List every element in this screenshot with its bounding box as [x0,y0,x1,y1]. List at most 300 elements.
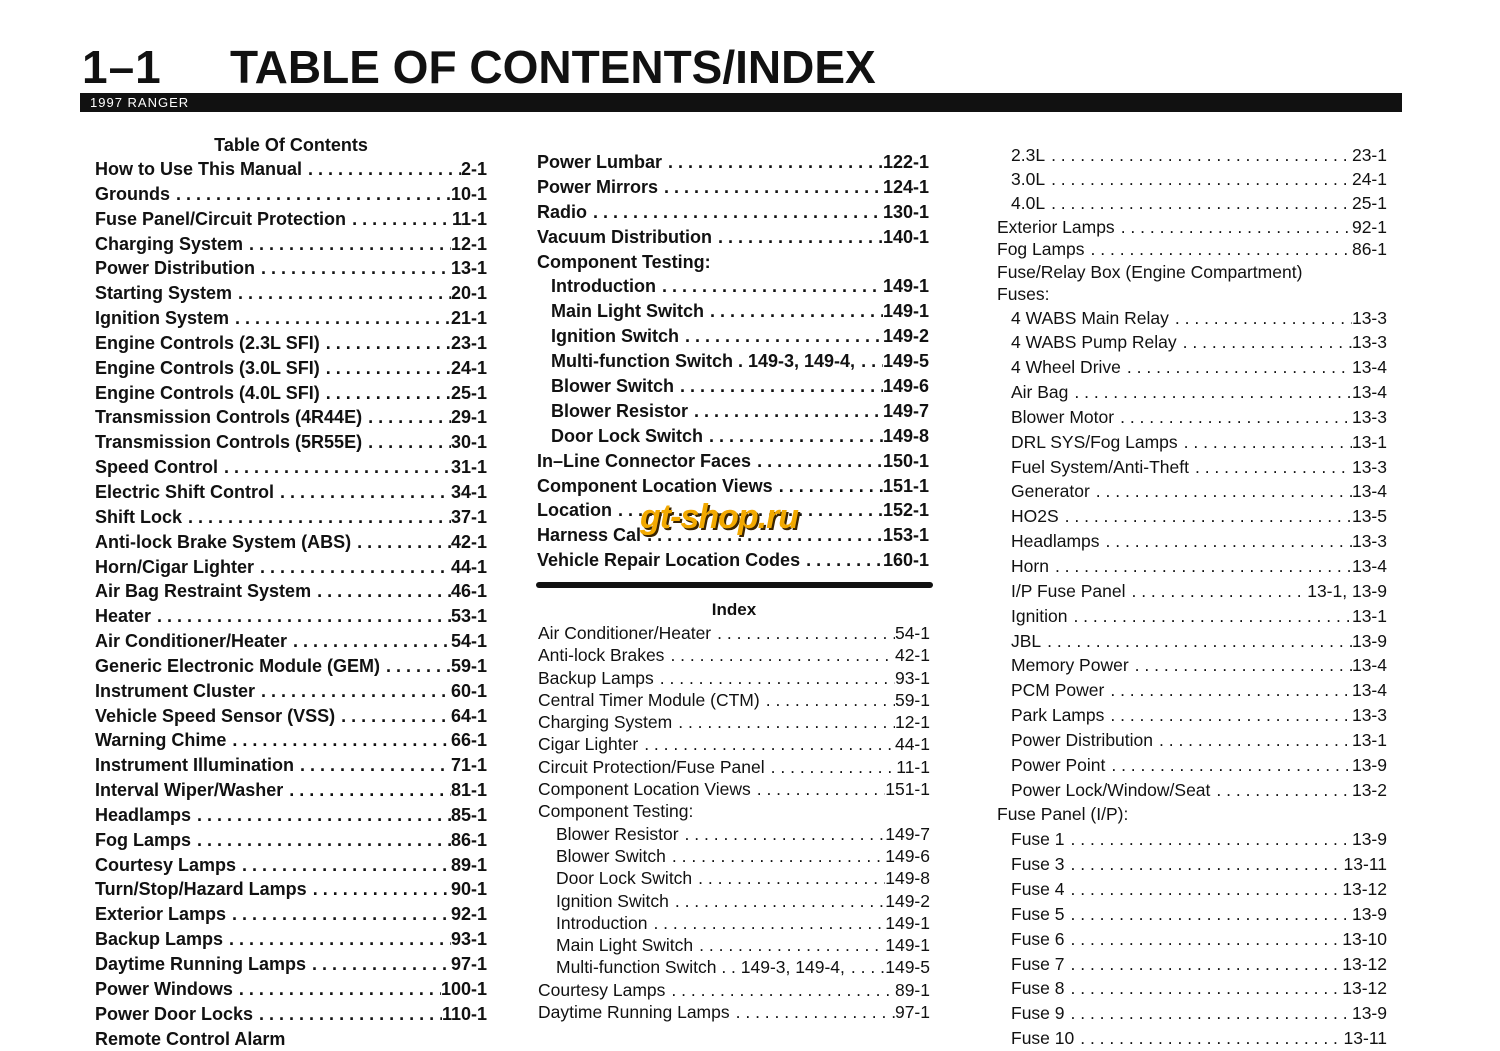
index-entry [95,579,487,604]
dot-leader [692,867,885,889]
entry-label: Vacuum Distribution [537,226,713,247]
dot-leader [1189,455,1352,480]
entry-label: Electric Shift Control [95,481,275,502]
index-heading: Index [711,600,757,619]
index-entry [997,143,1387,167]
toc-column [95,133,487,1051]
entry-label: Courtesy Lamps [538,979,666,1000]
entry-page: 13-12 [1342,978,1387,999]
entry-label: Shift Lock [95,506,183,527]
entry-label: How to Use This Manual [95,159,303,179]
entry-label: Vehicle Repair Location Codes [537,550,801,571]
index-entry [95,828,487,853]
index-entry [95,629,487,654]
entry-page: 71-1 [450,755,487,776]
entry-label: Blower Switch [556,845,666,866]
entry-label: Interval Wiper/Washer [95,780,284,801]
index-entry [997,216,1387,239]
index-entry [95,853,487,878]
entry-label: Generic Electronic Module (GEM) [95,655,381,676]
entry-label: Cigar Lighter [538,734,639,755]
dot-leader [362,405,451,430]
dot-leader [693,934,885,956]
dot-leader [1065,827,1352,852]
index-entry [95,281,487,306]
entry-label: Grounds [95,183,170,204]
dot-leader [1067,604,1352,629]
entry-page: 160-1 [882,550,929,571]
entry-label: Door Lock Switch [551,425,704,446]
dot-leader [751,778,886,800]
entry-page: 86-1 [450,829,487,850]
entry-label: Power Distribution [1011,729,1153,750]
dot-leader [1045,143,1352,167]
entry-page: 37-1 [450,506,487,527]
dot-leader [335,704,451,729]
dot-leader [658,175,883,200]
entry-label: Component Testing: [537,251,711,272]
entry-label: Fuse/Relay Box (Engine Compartment) [997,261,1303,282]
entry-label: Generator [1011,481,1090,502]
dot-leader [182,505,451,530]
dot-leader [380,654,451,679]
section-number: 1–1 [82,41,162,93]
entry-page: 153-1 [882,525,929,546]
entry-label: Instrument Illumination [95,755,295,776]
entry-label: Fuel System/Anti-Theft [1011,456,1189,477]
dot-leader [274,480,451,505]
entry-page: 13-4 [1351,357,1387,378]
dot-leader [845,956,885,978]
entry-page: 30-1 [450,432,487,453]
entry-page: 13-1 [450,258,487,279]
entry-page: 149-6 [885,845,930,866]
entry-label: Engine Controls (4.0L SFI) [95,382,320,403]
index-entry [95,654,487,679]
entry-page: 89-1 [894,979,930,1000]
dot-leader [1085,238,1352,261]
entry-label: Location [537,500,612,521]
entry-page: 11-1 [896,756,930,777]
index-entry [997,1001,1387,1026]
entry-label: PCM Power [1011,680,1105,701]
index-entry [538,823,930,845]
entry-label: Courtesy Lamps [95,854,237,875]
entry-label: I/P Fuse Panel [1011,580,1126,601]
index-entry [997,952,1387,977]
entry-label: Engine Controls (2.3L SFI) [95,332,320,353]
entry-page: 13-3 [1351,705,1387,726]
entry-page: 11-1 [451,208,487,229]
dot-leader [1210,778,1352,803]
index-entry [95,430,487,455]
entry-label: Transmission Controls (4R44E) [95,407,363,428]
dot-leader [654,667,895,689]
index-entry [997,261,1387,284]
entry-label: Fog Lamps [997,239,1085,260]
entry-page: 2-1 [460,159,487,179]
index-entry [997,355,1387,380]
index-entry [538,756,930,778]
dot-leader [1114,405,1352,430]
dot-leader [362,430,451,455]
entry-page: 66-1 [450,730,487,751]
entry-page: 13-9 [1351,630,1387,651]
index-entry [538,689,930,711]
entry-label: Introduction [551,276,656,297]
index-entry [95,555,487,580]
entry-page: 90-1 [450,879,487,900]
index-entry [538,979,930,1001]
entry-page: 21-1 [450,308,487,329]
index-entry [997,167,1387,191]
dot-leader [1129,653,1352,678]
dot-leader [712,225,883,250]
entry-page: 89-1 [450,854,487,875]
entry-page: 54-1 [450,631,487,652]
index-entry [538,1001,930,1023]
index-entry [538,622,930,644]
dot-leader [243,232,451,257]
dot-leader [656,274,883,299]
page-title: TABLE OF CONTENTS/INDEX [230,41,876,93]
entry-label: Heater [95,606,152,627]
entry-page: 13-2 [1351,779,1387,800]
entry-page: 13-3 [1351,307,1387,328]
dot-leader [664,644,895,666]
entry-label: Daytime Running Lamps [538,1002,730,1023]
index-entry [997,529,1387,554]
entry-page: 13-10 [1342,928,1387,949]
entry-page: 149-1 [885,912,930,933]
entry-label: Fuse 8 [1011,978,1065,999]
section-divider [536,582,933,588]
index-entry [95,256,487,281]
entry-label: Fuse 9 [1011,1003,1065,1024]
dot-leader [1059,504,1352,529]
dot-leader [302,157,461,182]
entry-label: Power Mirrors [537,176,659,197]
dot-leader [287,629,451,654]
entry-page: 130-1 [882,201,929,222]
entry-page: 149-1 [882,276,929,297]
index-entry [537,449,929,474]
index-entry [997,430,1387,455]
index-entry [95,306,487,331]
entry-page: 13-9 [1351,829,1387,850]
entry-label: Ignition System [95,308,230,329]
dot-leader [255,679,451,704]
entry-label: Power Lumbar [537,152,663,172]
index-continued-list [997,143,1387,1051]
entry-label: In–Line Connector Faces [537,450,752,471]
index-entry [997,678,1387,703]
entry-page: 44-1 [894,734,930,755]
index-entry [997,306,1387,331]
entry-page: 149-5 [882,351,929,372]
dot-leader [1105,753,1352,778]
dot-leader [1125,579,1307,604]
entry-page: 60-1 [450,680,487,701]
dot-leader [229,306,451,331]
dot-leader [151,604,451,629]
entry-page: 20-1 [450,283,487,304]
entry-page: 53-1 [450,606,487,627]
dot-leader [1100,529,1352,554]
index-entry [95,207,487,232]
entry-page: 149-8 [885,868,930,889]
entry-label: Ignition Switch [556,890,669,911]
index-entry [537,299,929,324]
index-entry [95,877,487,902]
entry-label: Park Lamps [1011,705,1105,726]
dot-leader [254,555,451,580]
toc-list [95,157,487,1051]
index-entry [997,753,1387,778]
dot-leader [253,1002,442,1027]
watermark-logo: gt-shop.ru [640,498,799,536]
index-entry [537,225,929,250]
dot-leader [170,182,451,207]
entry-label: Remote Control Alarm [95,1028,286,1049]
entry-page: 12-1 [450,233,487,254]
index-entry [95,455,487,480]
entry-label: Transmission Controls (5R55E) [95,432,363,453]
entry-page: 149-2 [885,890,930,911]
index-entry [537,200,929,225]
dot-leader [351,530,451,555]
entry-page: 44-1 [450,556,487,577]
index-entry [95,778,487,803]
entry-page: 150-1 [882,450,929,471]
entry-page: 54-1 [894,623,930,643]
index-entry [997,579,1387,604]
entry-label: Ignition [1011,605,1068,626]
entry-label: Air Conditioner/Heater [95,631,288,652]
dot-leader [1115,216,1352,239]
entry-label: Blower Switch [551,376,675,397]
entry-page: 59-1 [894,689,930,710]
dot-leader [1065,902,1352,927]
index-entry [997,778,1387,803]
entry-label: DRL SYS/Fog Lamps [1011,431,1178,452]
entry-label: Ignition Switch [551,326,679,347]
dot-leader [1065,976,1343,1001]
entry-label: Power Lock/Window/Seat [1011,779,1211,800]
dot-leader [255,256,451,281]
index-entry [537,474,929,499]
entry-label: Circuit Protection/Fuse Panel [538,756,765,777]
index-entry [997,728,1387,753]
dot-leader [236,853,451,878]
index-entry [538,644,930,666]
entry-page: 13-12 [1342,953,1387,974]
index-entry [537,175,929,200]
entry-page: 13-4 [1351,481,1387,502]
entry-page: 149-6 [882,376,929,397]
index-entry [997,504,1387,529]
index-entry [95,604,487,629]
dot-leader [232,281,451,306]
dot-leader [191,828,451,853]
entry-page: 31-1 [450,457,487,478]
entry-page: 34-1 [450,481,487,502]
entry-label: Anti-lock Brakes [538,645,665,666]
index-entry [997,405,1387,430]
dot-leader [1045,167,1352,191]
entry-label: Power Door Locks [95,1003,254,1024]
index-entry [95,952,487,977]
entry-page: 13-9 [1351,903,1387,924]
index-entry [95,927,487,952]
dot-leader [226,728,451,753]
entry-page: 25-1 [1351,193,1387,214]
entry-label: 3.0L [1011,169,1046,190]
entry-page: 149-5 [885,957,930,978]
index-entry [95,902,487,927]
toc-heading: Table Of Contents [214,135,368,155]
index-entry [95,157,487,182]
dot-leader [665,979,895,1001]
dot-leader [1065,1001,1352,1026]
index-entry [95,480,487,505]
entry-page: 122-1 [882,152,929,172]
index-entry [997,554,1387,579]
entry-label: 4 WABS Pump Relay [1011,332,1177,353]
index-entry [538,711,930,733]
index-continued-column [997,143,1387,1051]
entry-label: Fuse Panel (I/P): [997,804,1129,825]
index-entry [95,753,487,778]
entry-label: Charging System [538,712,673,733]
entry-page: 13-1 [1351,431,1387,452]
entry-label: Fuse 10 [1011,1028,1075,1049]
dot-leader [1065,877,1343,902]
entry-label: Turn/Stop/Hazard Lamps [95,879,307,900]
index-entry [538,867,930,889]
dot-leader [751,449,883,474]
entry-label: Blower Resistor [556,823,679,844]
index-entry [997,653,1387,678]
entry-page: 149-1 [882,301,929,322]
index-entry [95,728,487,753]
index-entry [95,505,487,530]
index-entry [997,703,1387,728]
entry-page: 93-1 [450,929,487,950]
index-entry [537,150,929,175]
index-entry [95,405,487,430]
entry-page: 13-11 [1343,854,1387,875]
index-entry [997,902,1387,927]
dot-leader [1065,952,1343,977]
entry-page: 25-1 [450,382,487,403]
index-entry [997,238,1387,261]
index-entry [95,704,487,729]
index-column [538,598,930,1023]
entry-page: 10-1 [450,183,487,204]
entry-page: 29-1 [450,407,487,428]
entry-label: 4 Wheel Drive [1011,357,1121,378]
dot-leader [1065,927,1343,952]
entry-page: 12-1 [894,712,930,733]
index-entry [997,479,1387,504]
dot-leader [703,424,883,449]
entry-page: 149-8 [882,425,929,446]
index-entry [997,330,1387,355]
entry-label: Memory Power [1011,655,1129,676]
index-entry [95,1027,487,1051]
entry-label: Daytime Running Lamps [95,954,307,974]
entry-label: 2.3L [1011,145,1046,165]
entry-label: Introduction [556,912,648,933]
dot-leader [1090,479,1352,504]
dot-leader [218,455,451,480]
dot-leader [1121,355,1352,380]
index-entry [537,548,929,573]
entry-label: Air Bag [1011,382,1069,403]
index-entry [537,424,929,449]
entry-page: 81-1 [450,780,487,801]
index-entry [537,374,929,399]
index-entry [538,778,930,800]
entry-page: 97-1 [894,1002,930,1023]
entry-label: Component Location Views [537,475,773,496]
entry-page: 92-1 [1351,216,1387,237]
dot-leader [223,927,451,952]
index-entry [997,827,1387,852]
index-entry [95,182,487,207]
index-entry [95,1002,487,1027]
entry-label: Fuse 1 [1011,829,1065,850]
dot-leader [311,579,451,604]
entry-page: 64-1 [450,705,487,726]
entry-page: 93-1 [894,667,930,688]
entry-label: Fuse 4 [1011,878,1065,899]
dot-leader [688,399,883,424]
entry-page: 13-4 [1351,556,1387,576]
index-entry [537,399,929,424]
entry-label: Multi-function Switch . 149-3, 149-4, [551,351,856,372]
entry-label: Starting System [95,283,233,304]
entry-label: Backup Lamps [538,667,654,688]
entry-page: 13-11 [1343,1028,1387,1049]
dot-leader [1065,852,1344,877]
index-entry [537,349,929,374]
entry-label: Power Point [1011,754,1106,775]
entry-page: 13-1 [1351,729,1387,750]
dot-leader [1104,678,1352,703]
dot-leader [679,823,886,845]
entry-label: Charging System [95,233,244,254]
index-entry [997,455,1387,480]
entry-label: Air Conditioner/Heater [538,623,712,643]
dot-leader [765,756,897,778]
dot-leader [226,902,451,927]
dot-leader [666,845,885,867]
dot-leader [1153,728,1352,753]
dot-leader [730,1001,895,1023]
entry-label: Fuse 3 [1011,854,1065,875]
dot-leader [1041,629,1352,654]
index-entry [997,283,1387,306]
index-list [538,622,930,1023]
dot-leader [674,374,883,399]
entry-label: Backup Lamps [95,929,224,950]
entry-page: 59-1 [450,655,487,676]
dot-leader [800,548,883,573]
dot-leader [320,331,451,356]
dot-leader [191,803,451,828]
